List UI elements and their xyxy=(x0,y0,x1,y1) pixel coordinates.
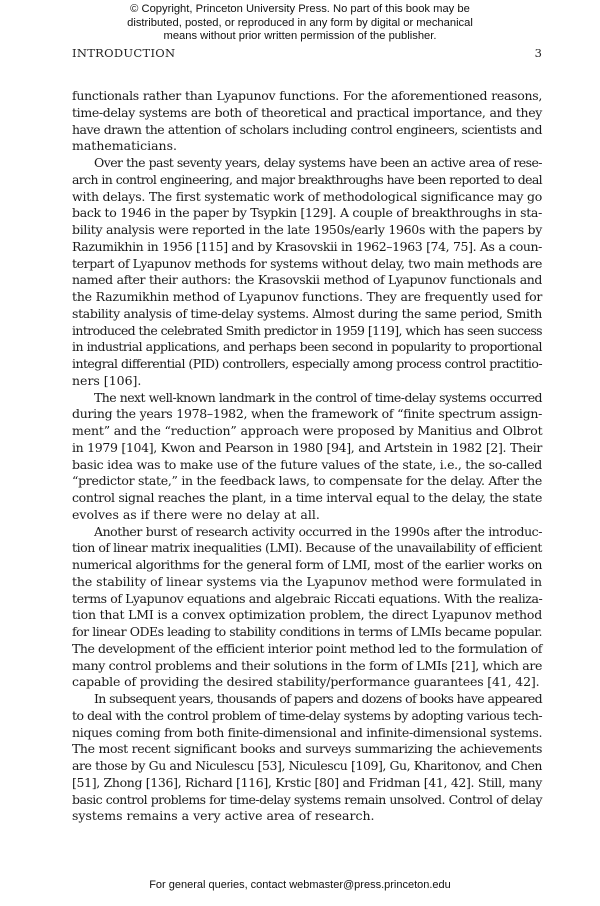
text-line: terms of Lyapunov equations and algebraic Riccati equations. With the realiza- xyxy=(72,590,543,606)
paragraph xyxy=(72,390,542,524)
paragraph xyxy=(72,88,542,155)
text-line: to deal with the control problem of time-delay systems by adopting various tech- xyxy=(72,707,542,723)
text-line: bility analysis were reported in the late 1950s/early 1960s with the papers by xyxy=(72,222,542,237)
text-line: Over the past seventy years, delay systems have been an active area of rese- xyxy=(94,155,542,170)
text-line: have drawn the attention of scholars including control engineers, scientists and xyxy=(72,121,542,137)
paragraph xyxy=(72,524,542,692)
paragraph xyxy=(72,155,542,390)
text-line: The next well-known landmark in the control of time-delay systems occurred xyxy=(94,389,542,405)
text-line: terpart of Lyapunov methods for systems without delay, two main methods are xyxy=(72,255,542,271)
text-line: integral differential (PID) controllers, especially among process control practitio- xyxy=(72,356,542,371)
text-line: niques coming from both finite-dimensional and infinite-dimensional systems. xyxy=(72,724,543,740)
text-line: ment” and the “reduction” approach were proposed by Manitius and Olbrot xyxy=(72,423,543,438)
text-line: during the years 1978–1982, when the framework of “finite spectrum assign- xyxy=(72,406,542,422)
copyright-line: means without prior written permission of the publisher. xyxy=(163,30,437,43)
text-line: “predictor state,” in the feedback laws, to compensate for the delay. After the xyxy=(72,473,542,489)
text-line: systems remains a very active area of research. xyxy=(72,808,375,824)
text-line: The most recent significant books and surveys summarizing the achievements xyxy=(72,741,542,757)
text-line: back to 1946 in the paper by Tsypkin [129]. A couple of breakthroughs in sta- xyxy=(72,205,542,221)
text-line: introduced the celebrated Smith predictor in 1959 [119], which has seen success xyxy=(72,322,542,338)
text-line: control signal reaches the plant, in a time interval equal to the delay, the state xyxy=(72,490,542,505)
text-line: functionals rather than Lyapunov functions. For the aforementioned reasons, xyxy=(72,88,542,103)
text-line: mathematicians. xyxy=(72,138,177,154)
text-line: ners [106]. xyxy=(72,372,142,388)
text-line: basic control problems for time-delay systems remain unsolved. Control of delay xyxy=(72,791,542,807)
text-line: in industrial applications, and perhaps been second in popularity to proportional xyxy=(72,339,542,355)
text-line: [51], Zhong [136], Richard [116], Krstic [80] and Fridman [41, 42]. Still, many xyxy=(72,774,542,790)
text-line: tion that LMI is a convex optimization problem, the direct Lyapunov method xyxy=(72,607,542,623)
footer-contact: For general queries, contact webmaster@press.princeton.edu xyxy=(149,879,451,891)
page-number: 3 xyxy=(534,46,542,60)
text-line: stability analysis of time-delay systems. Almost during the same period, Smith xyxy=(72,305,542,321)
text-line: evolves as if there were no delay at all. xyxy=(72,506,320,522)
paragraph xyxy=(72,691,542,825)
text-line: In subsequent years, thousands of papers and dozens of books have appeared xyxy=(94,691,542,706)
text-line: Razumikhin in 1956 [115] and by Krasovskii in 1962–1963 [74, 75]. As a coun- xyxy=(72,238,542,254)
text-line: capable of providing the desired stability/performance guarantees [41, 42]. xyxy=(72,674,540,690)
text-line: the Razumikhin method of Lyapunov functions. They are frequently used for xyxy=(72,289,543,304)
copyright-line: distributed, posted, or reproduced in any form by digital or mechanical xyxy=(127,16,473,29)
copyright-line: © Copyright, Princeton University Press. No part of this book may be xyxy=(130,3,470,15)
copyright-notice xyxy=(0,3,600,44)
text-line: Another burst of research activity occurred in the 1990s after the introduc- xyxy=(94,523,542,539)
text-line: the stability of linear systems via the Lyapunov method were formulated in xyxy=(72,573,542,589)
text-line: many control problems and their solutions in the form of LMIs [21], which are xyxy=(72,657,542,673)
text-line: named after their authors: the Krasovskii method of Lyapunov functionals and xyxy=(72,272,542,288)
text-line: in 1979 [104], Kwon and Pearson in 1980 [94], and Artstein in 1982 [2]. Their xyxy=(72,439,542,455)
text-line: arch in control engineering, and major breakthroughs have been reported to deal xyxy=(72,171,542,187)
text-line: with delays. The first systematic work of methodological significance may go xyxy=(72,188,542,204)
section-title: INTRODUCTION xyxy=(72,46,176,60)
text-line: tion of linear matrix inequalities (LMI). Because of the unavailability of efficient xyxy=(72,540,542,556)
text-line: numerical algorithms for the general form of LMI, most of the earlier works on xyxy=(72,557,542,572)
text-line: The development of the efficient interior point method led to the formulation of xyxy=(72,640,542,656)
text-line: time-delay systems are both of theoretical and practical importance, and they xyxy=(72,104,542,120)
text-line: are those by Gu and Niculescu [53], Niculescu [109], Gu, Kharitonov, and Chen xyxy=(72,758,542,773)
text-line: for linear ODEs leading to stability conditions in terms of LMIs became popular. xyxy=(72,624,542,639)
text-line: basic idea was to make use of the future values of the state, i.e., the so-called xyxy=(72,456,542,472)
body-text xyxy=(72,88,542,825)
